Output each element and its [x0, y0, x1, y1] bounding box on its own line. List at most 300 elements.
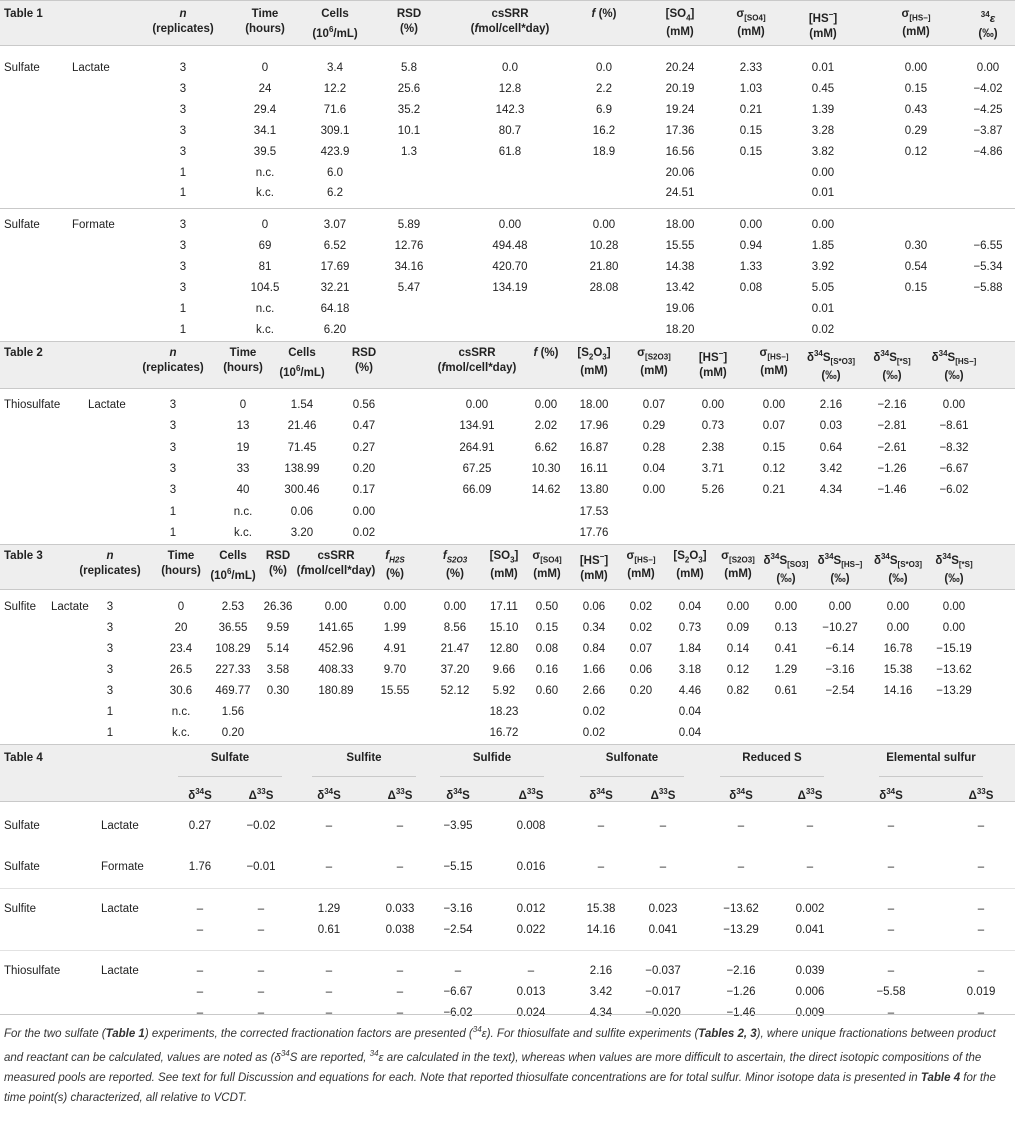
table-cell: −2.81	[877, 420, 907, 433]
table-cell: 0.02	[352, 526, 376, 539]
table-cell: 104.5	[250, 282, 280, 294]
table-cell: 3	[169, 462, 177, 475]
table-cell: 1	[179, 302, 187, 315]
table-cell: 6.52	[323, 240, 347, 253]
table-cell: 108.29	[215, 643, 251, 655]
table-cell: 0.54	[904, 261, 928, 274]
table-cell: 0.02	[582, 706, 606, 718]
table-cell: 19.06	[665, 302, 695, 315]
table-cell: 0.009	[795, 1007, 825, 1019]
row-label-electron-donor: Lactate	[101, 820, 139, 832]
table-cell: 134.19	[492, 282, 528, 294]
table-cell: 3.4	[327, 62, 343, 74]
table-cell: 3	[179, 240, 187, 253]
table-cell: 3	[106, 622, 114, 634]
table-cell: 1.99	[383, 622, 407, 634]
table-cell: k.c.	[234, 526, 252, 539]
table-cell: 18.00	[665, 219, 695, 232]
table-cell: 3.28	[811, 124, 835, 137]
column-subheader: $\Delta^{33}S$	[518, 787, 544, 802]
table-cell: 309.1	[320, 124, 350, 137]
column-subheader: $\Delta^{33}S$	[387, 787, 413, 802]
table-cell: –	[977, 861, 985, 873]
table-cell: –	[196, 1007, 204, 1019]
table4-title: Table 4	[4, 752, 43, 764]
table-cell: 0.04	[678, 727, 702, 739]
table-cell: –	[325, 1007, 333, 1019]
table-cell: 6.9	[596, 103, 612, 116]
table-cell: 0.20	[221, 727, 245, 739]
table-cell: 14.62	[531, 484, 561, 497]
table-row	[0, 143, 1015, 161]
table-cell: 0.15	[904, 282, 928, 294]
table-cell: −10.27	[822, 622, 858, 634]
table-cell: –	[396, 861, 404, 873]
table-row	[0, 858, 1015, 876]
table-cell: 0.04	[642, 462, 666, 475]
table-cell: 3	[169, 399, 177, 411]
table-cell: –	[196, 965, 204, 977]
table-cell: 0	[261, 219, 269, 232]
table-row	[0, 321, 1015, 339]
row-label-sulfur-source: Sulfate	[4, 62, 40, 74]
row-label-sulfur-source: Sulfate	[4, 219, 40, 232]
table-cell: 0.12	[904, 145, 928, 158]
column-group-header: Sulfonate	[605, 752, 659, 764]
table-row	[0, 237, 1015, 255]
table-row	[0, 962, 1015, 980]
table-cell: −4.25	[973, 103, 1003, 116]
table-cell: −13.62	[723, 903, 759, 915]
table-row	[0, 503, 1015, 521]
table-cell: –	[737, 861, 745, 873]
table-cell: 17.36	[665, 124, 695, 137]
table-cell: 0.00	[828, 601, 852, 613]
table-cell: 1	[169, 505, 177, 518]
table-cell: 0.04	[678, 601, 702, 613]
table-cell: 3	[169, 484, 177, 497]
group-divider	[0, 950, 1015, 951]
table-cell: 0.15	[535, 622, 559, 634]
table-cell: −5.34	[973, 261, 1003, 274]
column-group-header: Sulfate	[210, 752, 250, 764]
table-cell: 1.85	[811, 240, 835, 253]
column-header: Time (hours)	[161, 550, 201, 577]
table-cell: 18.20	[665, 323, 695, 336]
table-cell: 0.30	[904, 240, 928, 253]
table-cell: −15.19	[936, 643, 972, 655]
table-row	[0, 80, 1015, 98]
table-cell: 6.20	[323, 323, 347, 336]
column-subheader: $\delta^{34}S$	[317, 787, 341, 802]
table-cell: −4.86	[973, 145, 1003, 158]
table-cell: 0.61	[317, 924, 341, 936]
table-cell: 0.019	[966, 986, 996, 998]
table-cell: 12.76	[394, 240, 424, 253]
table-cell: 0.012	[516, 903, 546, 915]
table-cell: 14.16	[883, 685, 913, 697]
table-cell: −8.61	[939, 420, 969, 433]
column-header: f (%)	[533, 347, 559, 359]
table-cell: 2.38	[701, 441, 725, 454]
table-cell: –	[325, 986, 333, 998]
table-cell: 0.00	[701, 399, 725, 411]
table-cell: 80.7	[498, 124, 522, 137]
table-cell: –	[257, 924, 265, 936]
table-cell: –	[887, 903, 895, 915]
table-cell: 0.60	[535, 685, 559, 697]
table-cell: 2.33	[739, 62, 763, 74]
table-cell: 5.89	[397, 219, 421, 232]
table-cell: 0.12	[762, 462, 786, 475]
table-cell: 0.20	[352, 462, 376, 475]
table-cell: 3.58	[266, 664, 290, 676]
table-cell: k.c.	[256, 187, 274, 200]
table-cell: 17.76	[579, 526, 609, 539]
table-cell: 20	[174, 622, 188, 634]
column-group-header: Elemental sulfur	[886, 752, 976, 764]
table-cell: 15.10	[489, 622, 519, 634]
column-header: Time (hours)	[223, 347, 263, 374]
column-header: $[S_2O_3]$ (mM)	[673, 550, 707, 581]
table-cell: −0.02	[246, 820, 276, 832]
table-cell: 0.024	[516, 1007, 546, 1019]
table-cell: 14.16	[586, 924, 616, 936]
table-cell: 2.2	[596, 82, 612, 95]
table1-title: Table 1	[4, 8, 43, 20]
column-group-underline	[720, 776, 824, 777]
table-cell: 0.00	[352, 505, 376, 518]
column-header: $\delta^{34}S_{[S*O3]}$ (‰)	[873, 552, 923, 586]
table-row	[0, 122, 1015, 140]
table-cell: 469.77	[215, 685, 251, 697]
table-cell: 3	[179, 282, 187, 294]
table-cell: k.c.	[256, 323, 274, 336]
table-cell: 3.42	[819, 462, 843, 475]
table-row	[0, 619, 1015, 637]
column-header: $\delta^{34}S_{[HS-]}$ (‰)	[817, 552, 863, 586]
table-cell: 33	[236, 462, 250, 475]
table-cell: 16.72	[489, 727, 519, 739]
table-cell: −0.017	[645, 986, 681, 998]
table-cell: 81	[258, 261, 272, 274]
table-cell: 15.55	[665, 240, 695, 253]
row-label-electron-donor: Lactate	[72, 62, 110, 74]
table-cell: 0.64	[819, 441, 843, 454]
table-cell: −6.55	[973, 240, 1003, 253]
table-cell: 16.11	[580, 462, 608, 475]
column-group-header: Reduced S	[742, 752, 802, 764]
table-row	[0, 598, 1015, 616]
table-cell: 0.27	[352, 441, 376, 454]
table-cell: 0.27	[188, 820, 212, 832]
table-cell: 5.92	[492, 685, 516, 697]
column-subheader: $\delta^{34}S$	[446, 787, 470, 802]
table-cell: 2.02	[534, 420, 558, 433]
table-cell: –	[325, 965, 333, 977]
table-cell: –	[887, 924, 895, 936]
table-cell: 13.42	[665, 282, 695, 294]
column-header: Cells $(10^6/mL)$	[210, 550, 256, 582]
column-header: n (replicates)	[142, 347, 204, 374]
table-row	[0, 164, 1015, 182]
table-cell: 0.50	[535, 601, 559, 613]
column-header: $\sigma_{[SO4]}$ (mM)	[532, 550, 562, 581]
table-row	[0, 524, 1015, 542]
table-cell: −6.67	[939, 462, 969, 475]
table-row	[0, 396, 1015, 414]
column-header: Cells $(10^6/mL)$	[279, 347, 325, 379]
table-cell: 17.11	[490, 601, 518, 613]
table-cell: 0.73	[701, 420, 725, 433]
table-cell: –	[887, 861, 895, 873]
column-header: $\delta^{34}S_{[S*O3]}$ (‰)	[806, 349, 856, 383]
table-cell: 0.016	[516, 861, 546, 873]
table-cell: 0.28	[642, 441, 666, 454]
table-cell: –	[257, 986, 265, 998]
column-header: csSRR (fmol/cell*day)	[296, 550, 376, 577]
table-cell: 17.53	[579, 505, 609, 518]
table-row	[0, 724, 1015, 742]
table-cell: 2.53	[221, 601, 245, 613]
table-cell: 1	[106, 706, 114, 718]
table-cell: 0.94	[739, 240, 763, 253]
table-cell: 15.38	[883, 664, 913, 676]
table-cell: 1.03	[739, 82, 763, 95]
table-cell: –	[396, 965, 404, 977]
table-row	[0, 439, 1015, 457]
table-cell: 0.15	[739, 145, 763, 158]
table-cell: 34.16	[394, 261, 424, 274]
table-cell: −1.46	[726, 1007, 756, 1019]
table-cell: 1	[106, 727, 114, 739]
table-cell: 15.55	[380, 685, 410, 697]
table-cell: 141.65	[318, 622, 354, 634]
table-cell: 20.19	[665, 82, 695, 95]
row-label-electron-donor: Lactate	[101, 903, 139, 915]
table-cell: 0.00	[942, 622, 966, 634]
table-cell: 0.04	[678, 706, 702, 718]
table-cell: −13.29	[936, 685, 972, 697]
table-cell: 3.07	[323, 219, 347, 232]
column-header: Cells $(10^6/mL)$	[312, 8, 358, 40]
table-cell: 3	[179, 145, 187, 158]
table-cell: 0.039	[795, 965, 825, 977]
table-cell: 37.20	[440, 664, 470, 676]
table-cell: 0.02	[811, 323, 835, 336]
table-cell: 0.041	[648, 924, 678, 936]
table-cell: 0.43	[904, 103, 928, 116]
table-cell: 8.56	[443, 622, 467, 634]
table-cell: 0.07	[642, 399, 666, 411]
table-cell: 13.80	[579, 484, 609, 497]
table-cell: 3	[106, 685, 114, 697]
table-cell: 40	[236, 484, 250, 497]
table-cell: 0.73	[678, 622, 702, 634]
table-cell: 9.66	[492, 664, 516, 676]
table-cell: k.c.	[172, 727, 190, 739]
table-cell: 3	[169, 441, 177, 454]
table-cell: 0.01	[811, 187, 835, 200]
table-cell: 3	[179, 124, 187, 137]
table-cell: 18.9	[592, 145, 616, 158]
table-cell: 3	[169, 420, 177, 433]
table-cell: –	[659, 820, 667, 832]
table-cell: 1.66	[582, 664, 606, 676]
table-cell: 10.30	[531, 462, 561, 475]
table-cell: 0.00	[942, 601, 966, 613]
table-cell: 4.91	[383, 643, 407, 655]
table-cell: 19	[236, 441, 250, 454]
table-cell: 1	[179, 166, 187, 179]
table-cell: 6.2	[327, 187, 343, 200]
table-cell: 138.99	[284, 462, 320, 475]
table-cell: −1.26	[877, 462, 907, 475]
table-cell: −2.16	[726, 965, 756, 977]
table-cell: 0.00	[739, 219, 763, 232]
table-cell: –	[977, 924, 985, 936]
table-cell: n.c.	[171, 706, 191, 718]
table-cell: 24.51	[665, 187, 695, 200]
table3-title: Table 3	[4, 550, 43, 562]
table-cell: 16.87	[579, 441, 609, 454]
table-cell: 0.00	[774, 601, 798, 613]
table-cell: –	[597, 861, 605, 873]
table-cell: 5.05	[811, 282, 835, 294]
table-row	[0, 921, 1015, 939]
table-cell: 69	[258, 240, 272, 253]
column-header: $\sigma_{[SO4]}$ (mM)	[736, 8, 766, 39]
table-cell: 0.02	[629, 622, 653, 634]
table-cell: 0.00	[465, 399, 489, 411]
table-cell: 1	[169, 526, 177, 539]
table-cell: 0.14	[726, 643, 750, 655]
table-cell: –	[806, 861, 814, 873]
table-cell: 3.92	[811, 261, 835, 274]
table-cell: −13.62	[936, 664, 972, 676]
table-row	[0, 983, 1015, 1001]
table-cell: 1.76	[188, 861, 212, 873]
column-header: $[SO_3]$ (mM)	[489, 550, 519, 581]
row-label-electron-donor: Lactate	[88, 399, 126, 411]
table-cell: 0.00	[904, 62, 928, 74]
row-label-sulfur-source: Sulfite	[4, 903, 36, 915]
table-cell: 9.70	[383, 664, 407, 676]
table-cell: 0.022	[516, 924, 546, 936]
table-cell: 36.55	[218, 622, 248, 634]
table-cell: 5.14	[266, 643, 290, 655]
table-cell: 61.8	[498, 145, 522, 158]
column-header: n (replicates)	[79, 550, 141, 577]
table-cell: 0.023	[648, 903, 678, 915]
table-cell: 3	[179, 219, 187, 232]
table-cell: 16.56	[665, 145, 695, 158]
column-group-underline	[178, 776, 282, 777]
table-cell: 408.33	[318, 664, 354, 676]
table-cell: −1.46	[877, 484, 907, 497]
table-cell: 0.00	[886, 601, 910, 613]
table-cell: –	[196, 986, 204, 998]
table-cell: 0.56	[352, 399, 376, 411]
table-cell: 6.62	[534, 441, 558, 454]
table-cell: 26.36	[263, 601, 293, 613]
table-cell: 12.80	[489, 643, 519, 655]
column-group-header: Sulfide	[472, 752, 512, 764]
table-row	[0, 640, 1015, 658]
table-cell: –	[737, 820, 745, 832]
table-cell: 0.00	[811, 166, 835, 179]
table-cell: 10.1	[397, 124, 421, 137]
table-cell: 180.89	[318, 685, 354, 697]
table-cell: 264.91	[459, 441, 495, 454]
table-cell: 1	[179, 323, 187, 336]
table-cell: 14.38	[665, 261, 695, 274]
table-cell: 4.46	[678, 685, 702, 697]
column-subheader: $\delta^{34}S$	[589, 787, 613, 802]
table-cell: 0.00	[498, 219, 522, 232]
table-cell: 1	[179, 187, 187, 200]
column-header: $f_{H2S}$ (%)	[385, 550, 405, 581]
table-cell: 3	[179, 82, 187, 95]
table-cell: 0.00	[942, 399, 966, 411]
table-cell: 39.5	[253, 145, 277, 158]
table-cell: −5.88	[973, 282, 1003, 294]
column-header: $^{34}$ε (‰)	[978, 10, 998, 40]
column-subheader: $\Delta^{33}S$	[797, 787, 823, 802]
table-cell: 0.06	[290, 505, 314, 518]
column-header: RSD (%)	[396, 8, 422, 35]
table-cell: 21.46	[287, 420, 317, 433]
table-cell: –	[325, 820, 333, 832]
table-cell: 21.80	[589, 261, 619, 274]
table-cell: 34.1	[253, 124, 277, 137]
table-cell: 0.00	[443, 601, 467, 613]
table-cell: 28.08	[589, 282, 619, 294]
table-cell: 3.42	[589, 986, 613, 998]
table-cell: 134.91	[459, 420, 495, 433]
table-cell: 0.02	[582, 727, 606, 739]
table-cell: 9.59	[266, 622, 290, 634]
table-cell: –	[659, 861, 667, 873]
table-cell: 0.15	[762, 441, 786, 454]
table-cell: −5.15	[443, 861, 473, 873]
table-cell: 0.00	[383, 601, 407, 613]
table-cell: 71.45	[287, 441, 317, 454]
table-cell: –	[196, 903, 204, 915]
table-cell: 52.12	[440, 685, 470, 697]
table-cell: 3	[106, 601, 114, 613]
table-cell: 3	[179, 103, 187, 116]
table-cell: −13.29	[723, 924, 759, 936]
table-cell: 19.24	[665, 103, 695, 116]
table-footnote: For the two sulfate (Table 1) experiments, the corrected fractionation factors are presented ($^{34}$ε). For thiosulfate and sulfite experiments (Tables 2, 3), where unique fractionations between product and reactant can be calculated, values are noted as ($\delta^{34}S$ are reported, $^{34}$ε are calculated in the text), whereas when values are more difficult to ascertain, the direct isotopic compositions of the measured pools are reported. See text for full Discussion and equations for each. Note that reported thiosulfate concentrations are for total sulfur. Minor isotope data is presented in Table 4 for the time point(s) characterized, all relative to VCDT.	[4, 1025, 996, 1104]
table-cell: 3	[179, 261, 187, 274]
column-header: $\delta^{34}S_{[SO3]}$ (‰)	[763, 552, 809, 586]
table-cell: 0.13	[774, 622, 798, 634]
table-cell: 0.07	[762, 420, 786, 433]
table-cell: 4.34	[819, 484, 843, 497]
table-cell: 5.47	[397, 282, 421, 294]
column-subheader: $\Delta^{33}S$	[248, 787, 274, 802]
column-header: $\sigma_{[HS-]}$ (mM)	[759, 347, 789, 378]
table-cell: 0.07	[629, 643, 653, 655]
table-cell: 0.61	[774, 685, 798, 697]
table-cell: 30.6	[169, 685, 193, 697]
table-cell: 24	[258, 82, 272, 95]
table-cell: 23.4	[169, 643, 193, 655]
column-subheader: $\Delta^{33}S$	[968, 787, 994, 802]
group-divider	[0, 208, 1015, 209]
